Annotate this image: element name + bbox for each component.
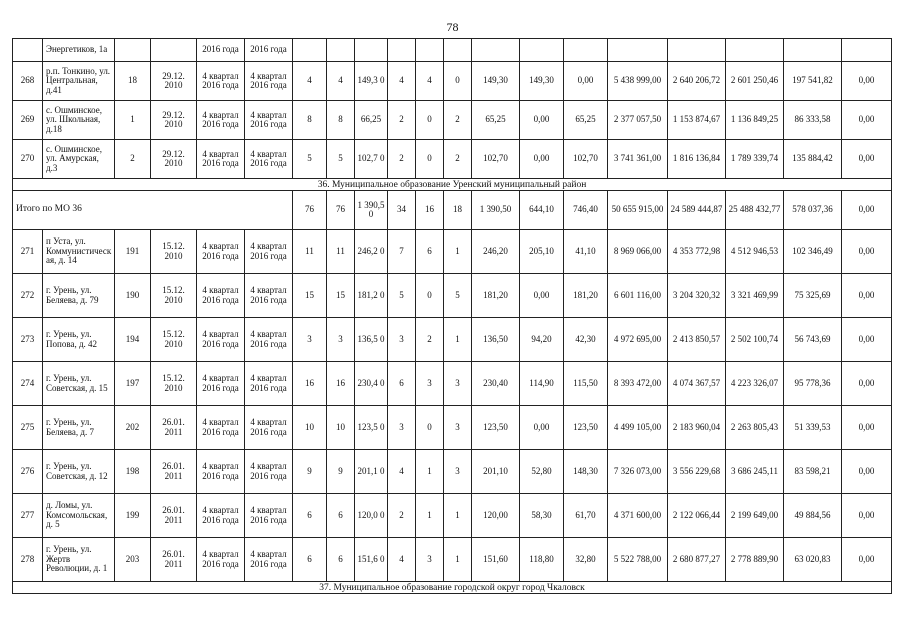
cell-date: 15.12. 2010 xyxy=(151,362,197,406)
cell-no: 274 xyxy=(13,362,43,406)
cell-c8: 0,00 xyxy=(520,101,564,140)
cell-c8: 0,00 xyxy=(520,140,564,179)
cell-c14: 0,00 xyxy=(842,406,892,450)
cell-c9: 102,70 xyxy=(564,140,608,179)
cell-c2: 16 xyxy=(327,362,355,406)
table-row xyxy=(13,538,892,582)
table-row xyxy=(13,140,892,179)
cell-c4: 2 xyxy=(388,140,416,179)
cell-c11: 1 816 136,84 xyxy=(668,140,726,179)
cell-no: 273 xyxy=(13,318,43,362)
cell-c8: 94,20 xyxy=(520,318,564,362)
cell-c1: 15 xyxy=(293,274,327,318)
table-row xyxy=(13,101,892,140)
cell-c8: 58,30 xyxy=(520,494,564,538)
cell-c9: 181,20 xyxy=(564,274,608,318)
total-cell-c6: 18 xyxy=(444,191,472,230)
cell-c13: 197 541,82 xyxy=(784,62,842,101)
cell-c8: 114,90 xyxy=(520,362,564,406)
cell-num: 191 xyxy=(115,230,151,274)
cell-c12: 4 223 326,07 xyxy=(726,362,784,406)
cell-address: г. Урень, ул. Попова, д. 42 xyxy=(43,318,115,362)
cell-c3: 102,7 0 xyxy=(355,140,388,179)
total-cell-c1: 76 xyxy=(293,191,327,230)
table-row-continuation xyxy=(13,39,892,62)
cell-c2: 5 xyxy=(327,140,355,179)
cell-num: 202 xyxy=(115,406,151,450)
cell-c6: 1 xyxy=(444,230,472,274)
cell-num: 2 xyxy=(115,140,151,179)
cell-c9: 123,50 xyxy=(564,406,608,450)
cell-c3: 201,1 0 xyxy=(355,450,388,494)
cell-c8: 118,80 xyxy=(520,538,564,582)
cell-date: 26.01. 2011 xyxy=(151,450,197,494)
cell-c3: 181,2 0 xyxy=(355,274,388,318)
cell-c10: 6 601 116,00 xyxy=(608,274,668,318)
cell-c6: 1 xyxy=(444,318,472,362)
cell-c10: 8 393 472,00 xyxy=(608,362,668,406)
total-cell-c5: 16 xyxy=(416,191,444,230)
cell-c8: 0,00 xyxy=(520,274,564,318)
cell-c14: 0,00 xyxy=(842,494,892,538)
cell-c2: 10 xyxy=(327,406,355,450)
cell-c4: 7 xyxy=(388,230,416,274)
cell-q1: 4 квартал 2016 года xyxy=(197,538,245,582)
cell-c11: 2 122 066,44 xyxy=(668,494,726,538)
cell-c1: 6 xyxy=(293,538,327,582)
cell-q2: 4 квартал 2016 года xyxy=(245,318,293,362)
cell-c14: 0,00 xyxy=(842,538,892,582)
cell-address: с. Ошминское, ул. Амурская, д.3 xyxy=(43,140,115,179)
cell-c2: 15 xyxy=(327,274,355,318)
cell-date: 29.12. 2010 xyxy=(151,62,197,101)
cell-c5: 1 xyxy=(416,494,444,538)
cell-no: 276 xyxy=(13,450,43,494)
cell-c4: 2 xyxy=(388,101,416,140)
cell-q2: 4 квартал 2016 года xyxy=(245,538,293,582)
cell-c8: 52,80 xyxy=(520,450,564,494)
cell-num: 197 xyxy=(115,362,151,406)
cell-c13: 49 884,56 xyxy=(784,494,842,538)
cell-q1: 4 квартал 2016 года xyxy=(197,318,245,362)
cell-c8: 205,10 xyxy=(520,230,564,274)
cell-c3: 151,6 0 xyxy=(355,538,388,582)
table-row xyxy=(13,362,892,406)
cell-c1: 9 xyxy=(293,450,327,494)
cell-q1: 4 квартал 2016 года xyxy=(197,406,245,450)
cell-c13: 83 598,21 xyxy=(784,450,842,494)
total-cell-c7: 1 390,50 xyxy=(472,191,520,230)
cell-c10: 5 438 999,00 xyxy=(608,62,668,101)
cell-c14: 0,00 xyxy=(842,101,892,140)
cell-date: 15.12. 2010 xyxy=(151,318,197,362)
cell-address: р.п. Тонкино, ул. Центральная, д.41 xyxy=(43,62,115,101)
cell-q2: 4 квартал 2016 года xyxy=(245,494,293,538)
cell-c5: 0 xyxy=(416,101,444,140)
total-row xyxy=(13,191,892,230)
cell-q2: 4 квартал 2016 года xyxy=(245,362,293,406)
table-row xyxy=(13,230,892,274)
cell-num: 190 xyxy=(115,274,151,318)
cell-c10: 4 371 600,00 xyxy=(608,494,668,538)
table-row xyxy=(13,318,892,362)
cell-c1: 4 xyxy=(293,62,327,101)
cell-date: 15.12. 2010 xyxy=(151,230,197,274)
cell-c1: 16 xyxy=(293,362,327,406)
cell-num: 203 xyxy=(115,538,151,582)
cell-c14: 0,00 xyxy=(842,274,892,318)
cell-c3: 230,4 0 xyxy=(355,362,388,406)
cell-c9: 61,70 xyxy=(564,494,608,538)
cell-c7: 120,00 xyxy=(472,494,520,538)
cell-address: с. Ошминское, ул. Школьная, д.18 xyxy=(43,101,115,140)
table-row xyxy=(13,62,892,101)
cell-c7: 65,25 xyxy=(472,101,520,140)
cell-quarter: 2016 года xyxy=(197,39,245,62)
cell-c9: 148,30 xyxy=(564,450,608,494)
cell-q1: 4 квартал 2016 года xyxy=(197,230,245,274)
cell-num: 1 xyxy=(115,101,151,140)
cell-c7: 201,10 xyxy=(472,450,520,494)
cell-c10: 4 972 695,00 xyxy=(608,318,668,362)
cell-c4: 3 xyxy=(388,318,416,362)
cell-c10: 8 969 066,00 xyxy=(608,230,668,274)
cell-c3: 136,5 0 xyxy=(355,318,388,362)
cell-date: 29.12. 2010 xyxy=(151,140,197,179)
cell-c12: 2 778 889,90 xyxy=(726,538,784,582)
cell-c6: 0 xyxy=(444,62,472,101)
cell-num: 18 xyxy=(115,62,151,101)
cell-c13: 135 884,42 xyxy=(784,140,842,179)
cell-c13: 75 325,69 xyxy=(784,274,842,318)
cell-c12: 2 263 805,43 xyxy=(726,406,784,450)
cell-c9: 65,25 xyxy=(564,101,608,140)
total-cell-c9: 746,40 xyxy=(564,191,608,230)
cell-c6: 3 xyxy=(444,362,472,406)
cell-c6: 1 xyxy=(444,538,472,582)
cell-c4: 4 xyxy=(388,538,416,582)
cell-c8: 149,30 xyxy=(520,62,564,101)
cell-c11: 4 074 367,57 xyxy=(668,362,726,406)
cell-c1: 5 xyxy=(293,140,327,179)
cell-c7: 230,40 xyxy=(472,362,520,406)
cell-q1: 4 квартал 2016 года xyxy=(197,450,245,494)
cell-c6: 2 xyxy=(444,140,472,179)
cell-q2: 4 квартал 2016 года xyxy=(245,274,293,318)
cell-c10: 2 377 057,50 xyxy=(608,101,668,140)
cell-c10: 7 326 073,00 xyxy=(608,450,668,494)
cell-address: п Уста, ул. Коммунистическая, д. 14 xyxy=(43,230,115,274)
total-cell-c3: 1 390,5 0 xyxy=(355,191,388,230)
cell-c4: 2 xyxy=(388,494,416,538)
cell-c2: 6 xyxy=(327,494,355,538)
cell-c5: 3 xyxy=(416,538,444,582)
total-cell-c10: 50 655 915,00 xyxy=(608,191,668,230)
cell-c12: 2 601 250,46 xyxy=(726,62,784,101)
total-cell-c13: 578 037,36 xyxy=(784,191,842,230)
cell-c9: 115,50 xyxy=(564,362,608,406)
cell-q2: 4 квартал 2016 года xyxy=(245,230,293,274)
cell-c6: 1 xyxy=(444,494,472,538)
cell-c11: 2 680 877,27 xyxy=(668,538,726,582)
cell-c3: 66,25 xyxy=(355,101,388,140)
cell-c3: 123,5 0 xyxy=(355,406,388,450)
cell-c11: 3 556 229,68 xyxy=(668,450,726,494)
cell-address: г. Урень, ул. Жертв Революции, д. 1 xyxy=(43,538,115,582)
cell-c2: 6 xyxy=(327,538,355,582)
cell-address: г. Урень, ул. Советская, д. 15 xyxy=(43,362,115,406)
cell-q2: 4 квартал 2016 года xyxy=(245,62,293,101)
cell-c13: 56 743,69 xyxy=(784,318,842,362)
cell-c13: 51 339,53 xyxy=(784,406,842,450)
cell-c11: 2 183 960,04 xyxy=(668,406,726,450)
cell-c14: 0,00 xyxy=(842,362,892,406)
table-body xyxy=(13,39,892,594)
cell-c12: 1 789 339,74 xyxy=(726,140,784,179)
cell-c6: 2 xyxy=(444,101,472,140)
total-cell-c2: 76 xyxy=(327,191,355,230)
cell-c14: 0,00 xyxy=(842,450,892,494)
cell-c6: 3 xyxy=(444,450,472,494)
cell-c1: 8 xyxy=(293,101,327,140)
cell-c2: 11 xyxy=(327,230,355,274)
cell-c11: 2 640 206,72 xyxy=(668,62,726,101)
cell-c9: 32,80 xyxy=(564,538,608,582)
cell-num: 194 xyxy=(115,318,151,362)
cell-c7: 123,50 xyxy=(472,406,520,450)
cell-num: 198 xyxy=(115,450,151,494)
cell-q1: 4 квартал 2016 года xyxy=(197,62,245,101)
cell-c9: 42,30 xyxy=(564,318,608,362)
cell-q1: 4 квартал 2016 года xyxy=(197,101,245,140)
total-cell-c8: 644,10 xyxy=(520,191,564,230)
cell-address: д. Ломы, ул. Комсомольская, д. 5 xyxy=(43,494,115,538)
table-row xyxy=(13,274,892,318)
cell-q1: 4 квартал 2016 года xyxy=(197,362,245,406)
cell-c7: 136,50 xyxy=(472,318,520,362)
cell-c5: 2 xyxy=(416,318,444,362)
cell-c1: 3 xyxy=(293,318,327,362)
cell-c4: 4 xyxy=(388,62,416,101)
cell-c9: 41,10 xyxy=(564,230,608,274)
cell-c7: 246,20 xyxy=(472,230,520,274)
cell-c7: 149,30 xyxy=(472,62,520,101)
cell-c5: 4 xyxy=(416,62,444,101)
cell-address: г. Урень, ул. Беляева, д. 79 xyxy=(43,274,115,318)
section-row xyxy=(13,582,892,594)
table-row xyxy=(13,494,892,538)
cell-c13: 95 778,36 xyxy=(784,362,842,406)
cell-q1: 4 квартал 2016 года xyxy=(197,274,245,318)
page-number: 78 xyxy=(446,20,459,34)
cell-q2: 4 квартал 2016 года xyxy=(245,140,293,179)
cell-c4: 4 xyxy=(388,450,416,494)
cell-no: 272 xyxy=(13,274,43,318)
cell-c4: 6 xyxy=(388,362,416,406)
section-title: 37. Муниципальное образование городской округ город Чкаловск xyxy=(13,582,892,594)
cell-c1: 10 xyxy=(293,406,327,450)
cell-c5: 0 xyxy=(416,140,444,179)
total-label: Итого по МО 36 xyxy=(13,191,293,230)
cell-c11: 4 353 772,98 xyxy=(668,230,726,274)
cell-c1: 11 xyxy=(293,230,327,274)
cell-q2: 4 квартал 2016 года xyxy=(245,450,293,494)
cell-address: г. Урень, ул. Советская, д. 12 xyxy=(43,450,115,494)
cell-q2: 4 квартал 2016 года xyxy=(245,406,293,450)
cell-c11: 2 413 850,57 xyxy=(668,318,726,362)
cell-c12: 3 321 469,99 xyxy=(726,274,784,318)
cell-c5: 3 xyxy=(416,362,444,406)
cell-quarter: 2016 года xyxy=(245,39,293,62)
total-cell-c11: 24 589 444,87 xyxy=(668,191,726,230)
cell-num: 199 xyxy=(115,494,151,538)
cell-no: 268 xyxy=(13,62,43,101)
table-row xyxy=(13,450,892,494)
cell-c3: 246,2 0 xyxy=(355,230,388,274)
cell-date: 26.01. 2011 xyxy=(151,406,197,450)
cell-c11: 3 204 320,32 xyxy=(668,274,726,318)
cell-c10: 5 522 788,00 xyxy=(608,538,668,582)
cell-c7: 181,20 xyxy=(472,274,520,318)
cell-date: 26.01. 2011 xyxy=(151,538,197,582)
cell-c4: 5 xyxy=(388,274,416,318)
table-row xyxy=(13,406,892,450)
cell-no: 277 xyxy=(13,494,43,538)
cell-c14: 0,00 xyxy=(842,62,892,101)
cell-no: 278 xyxy=(13,538,43,582)
cell-c5: 1 xyxy=(416,450,444,494)
cell-c5: 6 xyxy=(416,230,444,274)
cell-c9: 0,00 xyxy=(564,62,608,101)
cell-c2: 9 xyxy=(327,450,355,494)
cell-c3: 149,3 0 xyxy=(355,62,388,101)
cell-address: г. Урень, ул. Беляева, д. 7 xyxy=(43,406,115,450)
total-cell-c12: 25 488 432,77 xyxy=(726,191,784,230)
cell-c8: 0,00 xyxy=(520,406,564,450)
cell-c13: 86 333,58 xyxy=(784,101,842,140)
cell-c1: 6 xyxy=(293,494,327,538)
cell-c5: 0 xyxy=(416,406,444,450)
cell-date: 15.12. 2010 xyxy=(151,274,197,318)
cell-address: Энергетиков, 1а xyxy=(43,39,115,62)
cell-c4: 3 xyxy=(388,406,416,450)
total-cell-c4: 34 xyxy=(388,191,416,230)
section-title: 36. Муниципальное образование Уренский муниципальный район xyxy=(13,179,892,191)
cell-c12: 2 502 100,74 xyxy=(726,318,784,362)
cell-no: 271 xyxy=(13,230,43,274)
cell-c12: 4 512 946,53 xyxy=(726,230,784,274)
cell-c10: 3 741 361,00 xyxy=(608,140,668,179)
cell-c10: 4 499 105,00 xyxy=(608,406,668,450)
cell-date: 26.01. 2011 xyxy=(151,494,197,538)
cell-c2: 8 xyxy=(327,101,355,140)
cell-no: 270 xyxy=(13,140,43,179)
cell-no: 275 xyxy=(13,406,43,450)
housing-resettlement-table xyxy=(12,38,892,594)
cell-q1: 4 квартал 2016 года xyxy=(197,494,245,538)
total-cell-c14: 0,00 xyxy=(842,191,892,230)
cell-c5: 0 xyxy=(416,274,444,318)
cell-c13: 102 346,49 xyxy=(784,230,842,274)
cell-c7: 151,60 xyxy=(472,538,520,582)
cell-c13: 63 020,83 xyxy=(784,538,842,582)
cell-c14: 0,00 xyxy=(842,140,892,179)
cell-c12: 3 686 245,11 xyxy=(726,450,784,494)
cell-c2: 4 xyxy=(327,62,355,101)
cell-no: 269 xyxy=(13,101,43,140)
cell-c7: 102,70 xyxy=(472,140,520,179)
cell-c12: 2 199 649,00 xyxy=(726,494,784,538)
cell-c14: 0,00 xyxy=(842,318,892,362)
cell-c6: 5 xyxy=(444,274,472,318)
cell-c12: 1 136 849,25 xyxy=(726,101,784,140)
cell-date: 29.12. 2010 xyxy=(151,101,197,140)
cell-c3: 120,0 0 xyxy=(355,494,388,538)
cell-c11: 1 153 874,67 xyxy=(668,101,726,140)
cell-c6: 3 xyxy=(444,406,472,450)
cell-q2: 4 квартал 2016 года xyxy=(245,101,293,140)
cell-c14: 0,00 xyxy=(842,230,892,274)
section-row xyxy=(13,179,892,191)
cell-c2: 3 xyxy=(327,318,355,362)
cell-q1: 4 квартал 2016 года xyxy=(197,140,245,179)
